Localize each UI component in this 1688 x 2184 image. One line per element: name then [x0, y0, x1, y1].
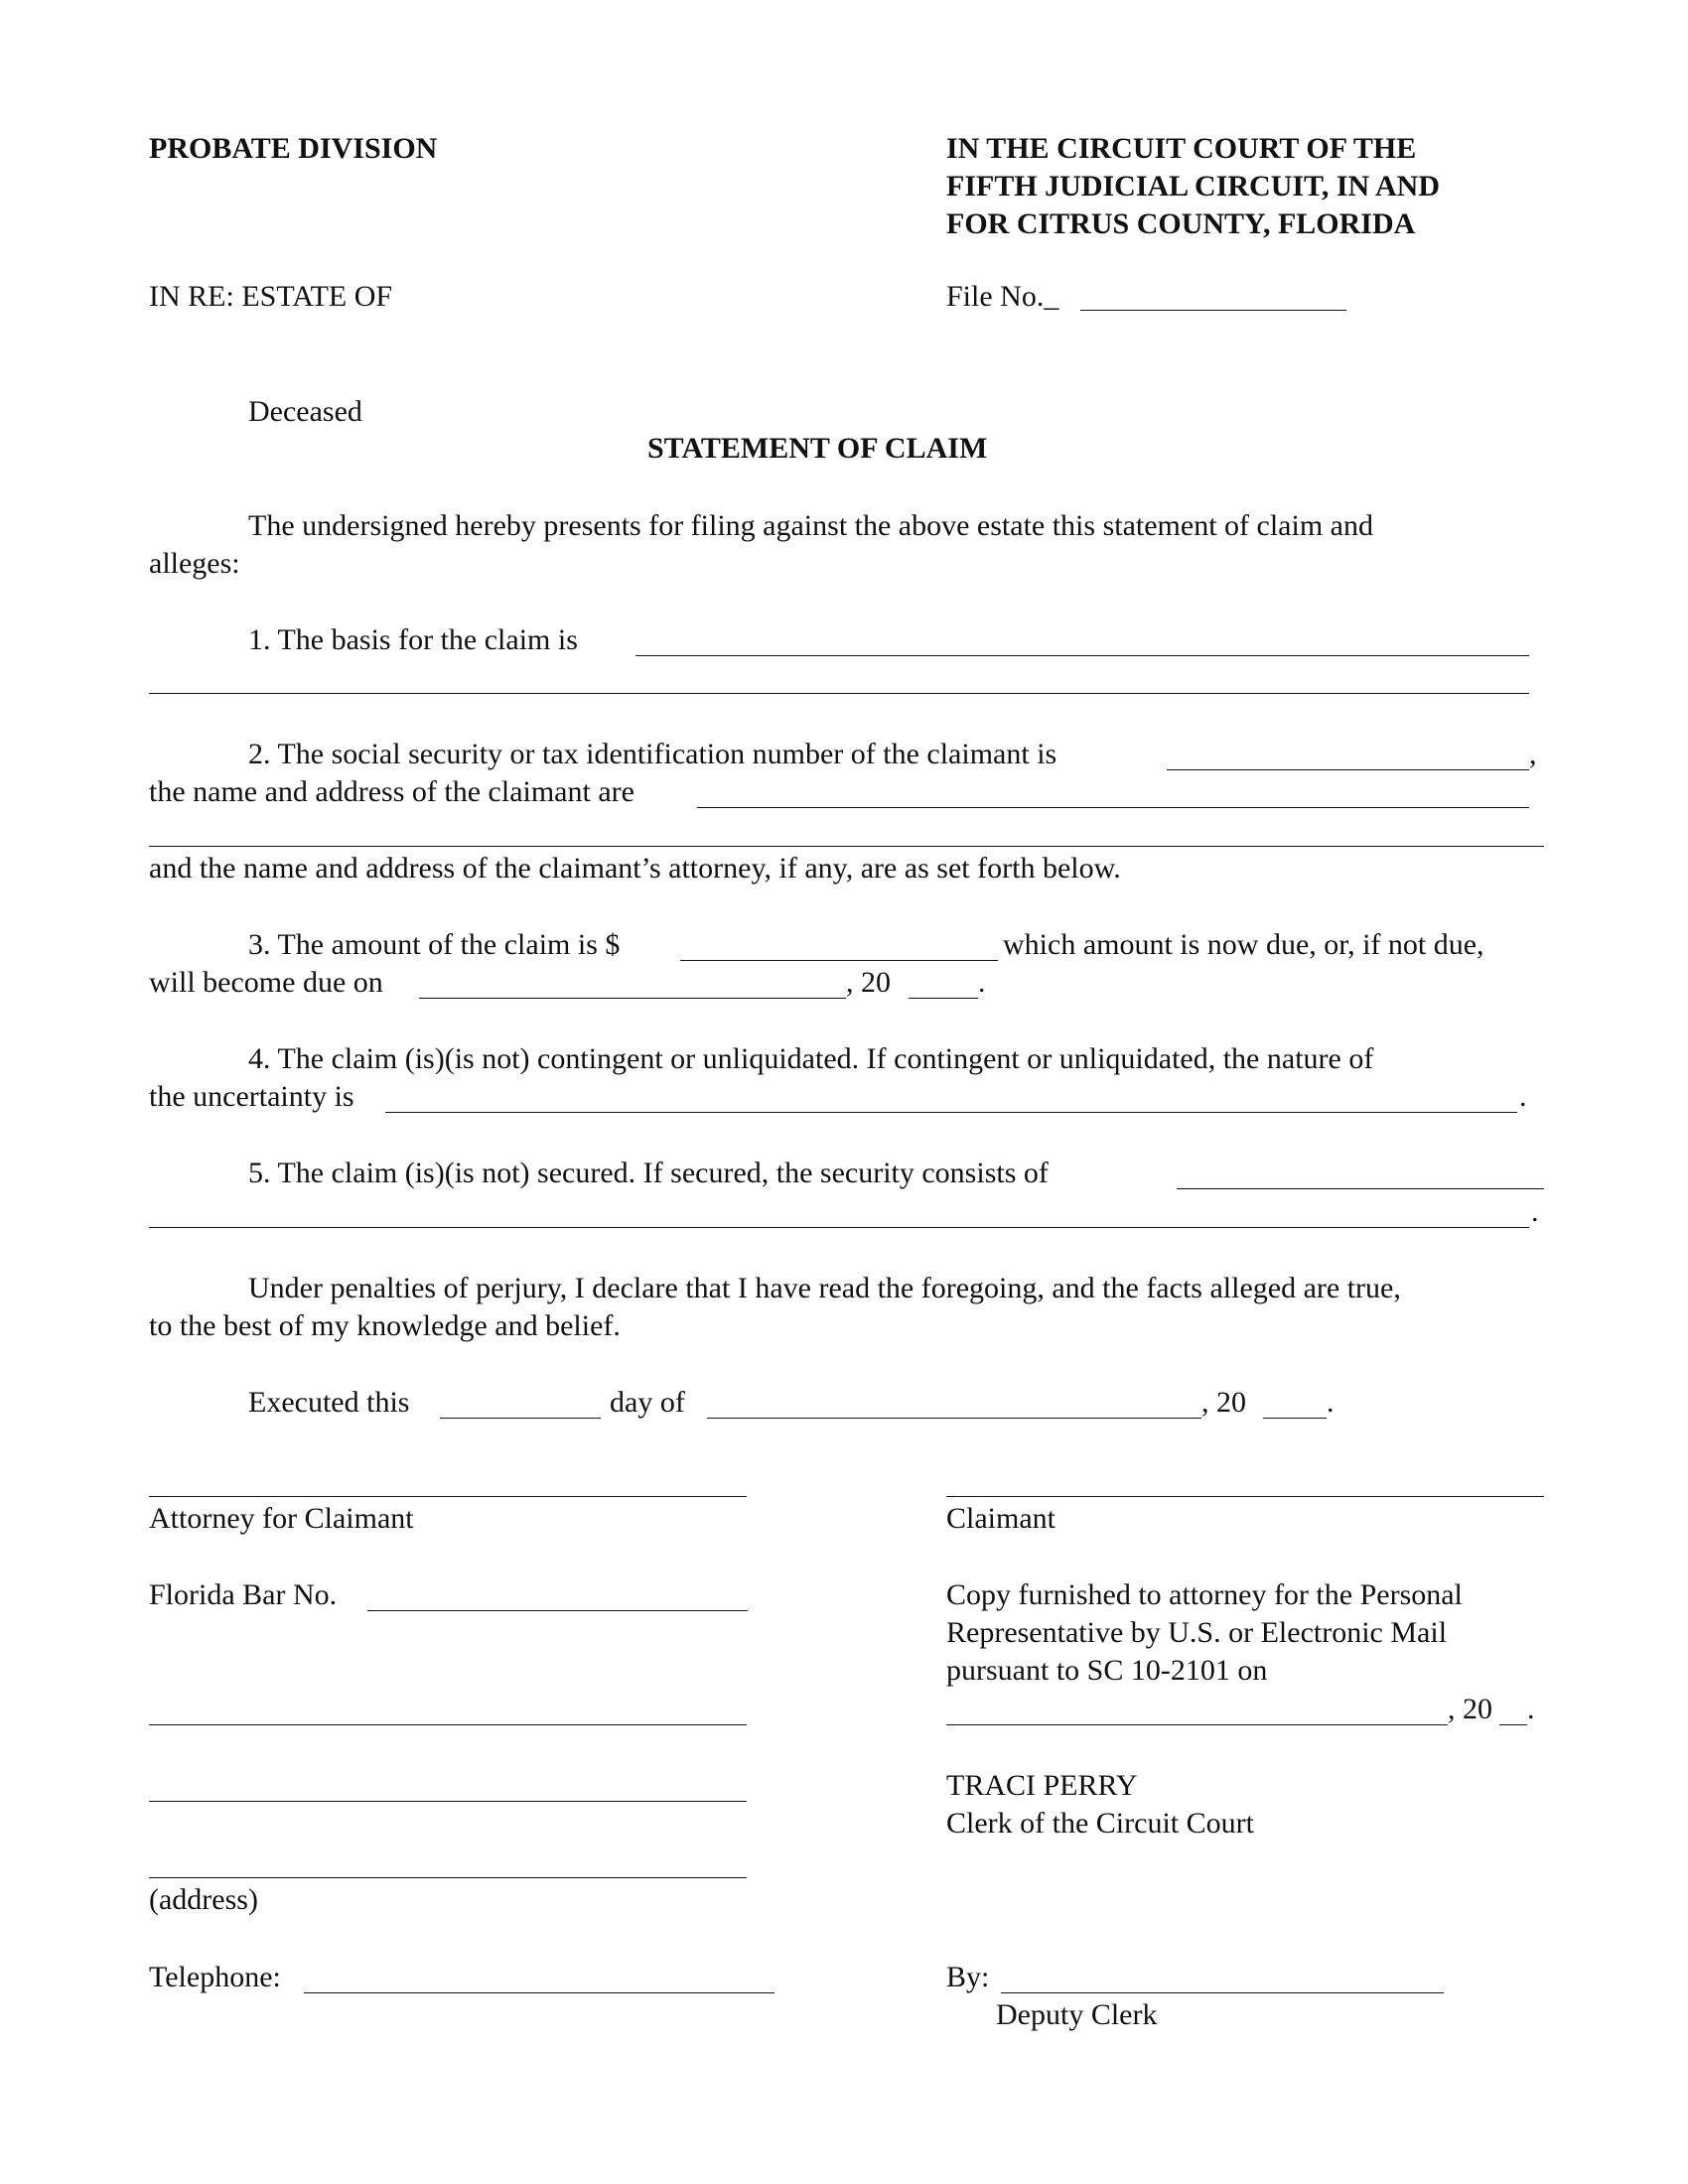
- item4-period: .: [1519, 1080, 1527, 1113]
- division-heading: PROBATE DIVISION: [149, 132, 438, 165]
- deputy-clerk-signature-line[interactable]: [1001, 1992, 1444, 1993]
- deputy-clerk-label: Deputy Clerk: [996, 1998, 1158, 2031]
- clerk-title: Clerk of the Circuit Court: [946, 1807, 1254, 1840]
- file-no-label: File No._: [946, 280, 1059, 313]
- item2-ssn-blank[interactable]: [1167, 769, 1529, 770]
- court-heading-line2: FIFTH JUDICIAL CIRCUIT, IN AND: [946, 170, 1441, 203]
- copy-furnished-line2: Representative by U.S. or Electronic Mail: [946, 1616, 1448, 1649]
- executed-day-of: day of: [610, 1386, 685, 1419]
- item2-name-address-blank[interactable]: [697, 807, 1529, 808]
- item2-name-address-label: the name and address of the claimant are: [149, 775, 634, 808]
- address-label: (address): [149, 1883, 258, 1916]
- copy-furnished-line3: pursuant to SC 10-2101 on: [946, 1654, 1268, 1687]
- court-heading-line3: FOR CITRUS COUNTY, FLORIDA: [946, 207, 1416, 240]
- item1-basis-blank-2[interactable]: [149, 693, 1529, 694]
- deceased-label: Deceased: [248, 395, 362, 428]
- item4-contingent-text: 4. The claim (is)(is not) contingent or unliquidated. If contingent or unliquidated, the nature of: [248, 1042, 1374, 1075]
- item3-amount-blank[interactable]: [680, 960, 998, 961]
- attorney-address-line3[interactable]: [149, 1877, 747, 1878]
- item3-period: .: [978, 966, 986, 999]
- telephone-blank[interactable]: [304, 1992, 774, 1993]
- item5-secured-text: 5. The claim (is)(is not) secured. If secured, the security consists of: [248, 1157, 1049, 1189]
- attorney-signature-line[interactable]: [149, 1496, 747, 1497]
- florida-bar-blank[interactable]: [367, 1610, 748, 1611]
- item4-uncertainty-blank[interactable]: [385, 1112, 1517, 1113]
- item1-basis-blank[interactable]: [635, 655, 1529, 656]
- claimant-label: Claimant: [946, 1502, 1055, 1535]
- item2-name-address-blank-2[interactable]: [149, 846, 1544, 847]
- copy-period: .: [1527, 1693, 1535, 1725]
- court-heading-line1: IN THE CIRCUIT COURT OF THE: [946, 132, 1417, 165]
- intro-line1: The undersigned hereby presents for filing against the above estate this statement of claim and: [248, 509, 1373, 542]
- item2-ssn-label: 2. The social security or tax identification number of the claimant is: [248, 738, 1057, 770]
- item3-due-date-blank[interactable]: [419, 998, 846, 999]
- executed-label: Executed this: [248, 1386, 410, 1419]
- claimant-signature-line[interactable]: [946, 1496, 1544, 1497]
- telephone-label: Telephone:: [149, 1961, 281, 1993]
- item3-year-label: , 20: [846, 966, 891, 999]
- item3-due-text: which amount is now due, or, if not due,: [1003, 928, 1484, 961]
- item1-label: 1. The basis for the claim is: [248, 623, 578, 656]
- intro-line2: alleges:: [149, 547, 240, 580]
- declaration-line2: to the best of my knowledge and belief.: [149, 1309, 621, 1342]
- by-label: By:: [946, 1961, 990, 1993]
- copy-furnished-line1: Copy furnished to attorney for the Personal: [946, 1578, 1463, 1611]
- item3-year-blank[interactable]: [909, 998, 978, 999]
- item3-due-on-label: will become due on: [149, 966, 383, 999]
- attorney-for-claimant-label: Attorney for Claimant: [149, 1502, 414, 1535]
- item3-amount-label: 3. The amount of the claim is $: [248, 928, 621, 961]
- attorney-address-line2[interactable]: [149, 1801, 747, 1802]
- file-no-blank[interactable]: [1080, 310, 1346, 311]
- copy-year-label: , 20: [1448, 1693, 1492, 1725]
- document-title: STATEMENT OF CLAIM: [647, 432, 988, 465]
- executed-year-blank[interactable]: [1263, 1418, 1327, 1419]
- item2-comma: ,: [1529, 738, 1537, 770]
- executed-month-blank[interactable]: [707, 1418, 1201, 1419]
- florida-bar-label: Florida Bar No.: [149, 1578, 338, 1611]
- declaration-line1: Under penalties of perjury, I declare that I have read the foregoing, and the facts alleged are true,: [248, 1272, 1401, 1304]
- clerk-name: TRACI PERRY: [946, 1769, 1138, 1802]
- attorney-address-line1[interactable]: [149, 1724, 747, 1725]
- item4-uncertainty-label: the uncertainty is: [149, 1080, 354, 1113]
- item5-period: .: [1531, 1195, 1539, 1228]
- copy-year-blank[interactable]: [1499, 1724, 1527, 1725]
- in-re-estate: IN RE: ESTATE OF: [149, 280, 393, 313]
- copy-date-blank[interactable]: [946, 1724, 1448, 1725]
- executed-period: .: [1327, 1386, 1335, 1419]
- item2-attorney-text: and the name and address of the claimant’s attorney, if any, are as set forth below.: [149, 852, 1121, 885]
- executed-year-label: , 20: [1201, 1386, 1246, 1419]
- item5-security-blank[interactable]: [1177, 1188, 1544, 1189]
- executed-day-blank[interactable]: [440, 1418, 601, 1419]
- item5-security-blank-2[interactable]: [149, 1227, 1529, 1228]
